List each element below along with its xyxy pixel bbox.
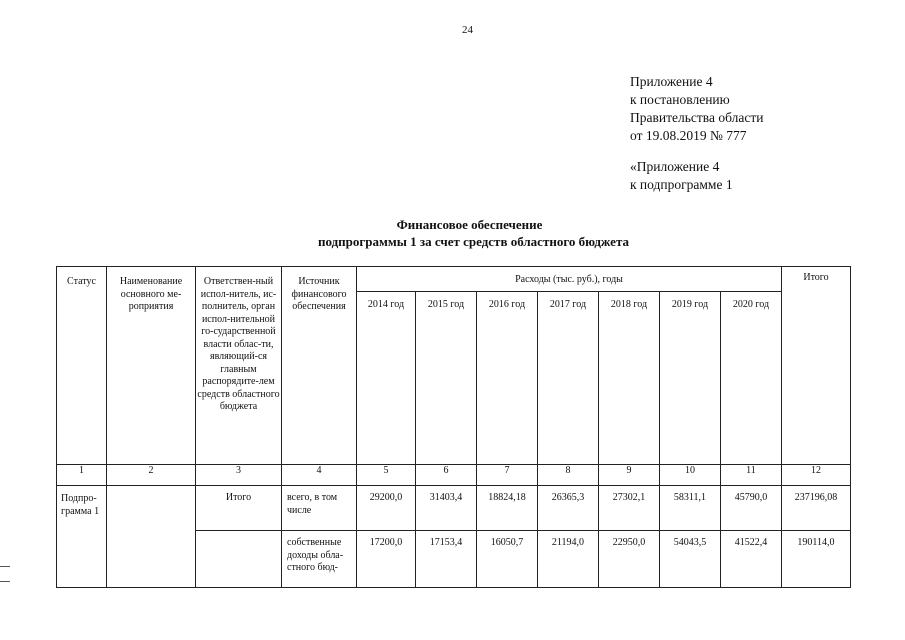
- responsible-cell: Итого: [196, 486, 282, 531]
- value-cell: 22950,0: [599, 531, 660, 588]
- column-number: 11: [721, 465, 782, 486]
- margin-mark: [0, 581, 10, 582]
- margin-mark: [0, 566, 10, 567]
- appendix-line: «Приложение 4: [630, 159, 720, 174]
- value-cell: 17153,4: [416, 531, 477, 588]
- responsible-cell: [196, 531, 282, 588]
- header-year: 2014 год: [357, 292, 416, 465]
- total-cell: 190114,0: [782, 531, 851, 588]
- financing-table: [56, 266, 851, 588]
- column-number: 10: [660, 465, 721, 486]
- header-expenses: Расходы (тыс. руб.), годы: [357, 267, 782, 292]
- appendix-line: от 19.08.2019 № 777: [630, 128, 747, 143]
- value-cell: 18824,18: [477, 486, 538, 531]
- value-cell: 31403,4: [416, 486, 477, 531]
- appendix-note-subprogram: [630, 158, 733, 194]
- header-year: 2018 год: [599, 292, 660, 465]
- appendix-note: [630, 73, 763, 145]
- column-number: 2: [107, 465, 196, 486]
- header-name: Наименование основного ме-роприятия: [107, 267, 196, 465]
- value-cell: 45790,0: [721, 486, 782, 531]
- header-status: Статус: [57, 267, 107, 465]
- table-row-total: [57, 486, 851, 531]
- column-number-row: [57, 465, 851, 486]
- appendix-line: Приложение 4: [630, 74, 713, 89]
- header-year: 2020 год: [721, 292, 782, 465]
- column-number: 7: [477, 465, 538, 486]
- appendix-line: к постановлению: [630, 92, 730, 107]
- table-header-row: [57, 267, 851, 292]
- column-number: 8: [538, 465, 599, 486]
- value-cell: 21194,0: [538, 531, 599, 588]
- total-cell: 237196,08: [782, 486, 851, 531]
- name-cell: [107, 486, 196, 588]
- column-number: 6: [416, 465, 477, 486]
- appendix-line: к подпрограмме 1: [630, 177, 733, 192]
- header-year: 2016 год: [477, 292, 538, 465]
- title-line-2: подпрограммы 1 за счет средств областного бюджета: [317, 234, 629, 249]
- value-cell: 41522,4: [721, 531, 782, 588]
- value-cell: 54043,5: [660, 531, 721, 588]
- column-number: 4: [282, 465, 357, 486]
- status-cell: Подпро-грамма 1: [57, 486, 107, 588]
- value-cell: 17200,0: [357, 531, 416, 588]
- value-cell: 29200,0: [357, 486, 416, 531]
- column-number: 1: [57, 465, 107, 486]
- document-title: [0, 216, 905, 250]
- value-cell: 16050,7: [477, 531, 538, 588]
- header-year: 2019 год: [660, 292, 721, 465]
- column-number: 9: [599, 465, 660, 486]
- header-total: Итого: [782, 267, 851, 465]
- column-number: 12: [782, 465, 851, 486]
- header-responsible: Ответствен-ный испол-нитель, ис-полнитель, орган испол-нительной го-сударственной власти облас-ти, являющий-ся главным распорядите-лем средств областного бюджета: [196, 267, 282, 465]
- header-source: Источник финансового обеспечения: [282, 267, 357, 465]
- source-cell: собственные доходы обла-стного бюд-: [282, 531, 357, 588]
- page-number: 24: [462, 24, 473, 36]
- header-year: 2017 год: [538, 292, 599, 465]
- value-cell: 27302,1: [599, 486, 660, 531]
- value-cell: 26365,3: [538, 486, 599, 531]
- column-number: 3: [196, 465, 282, 486]
- source-cell: всего, в том числе: [282, 486, 357, 531]
- appendix-line: Правительства области: [630, 110, 764, 125]
- column-number: 5: [357, 465, 416, 486]
- title-line-1: Финансовое обеспечение: [396, 217, 543, 232]
- value-cell: 58311,1: [660, 486, 721, 531]
- header-year: 2015 год: [416, 292, 477, 465]
